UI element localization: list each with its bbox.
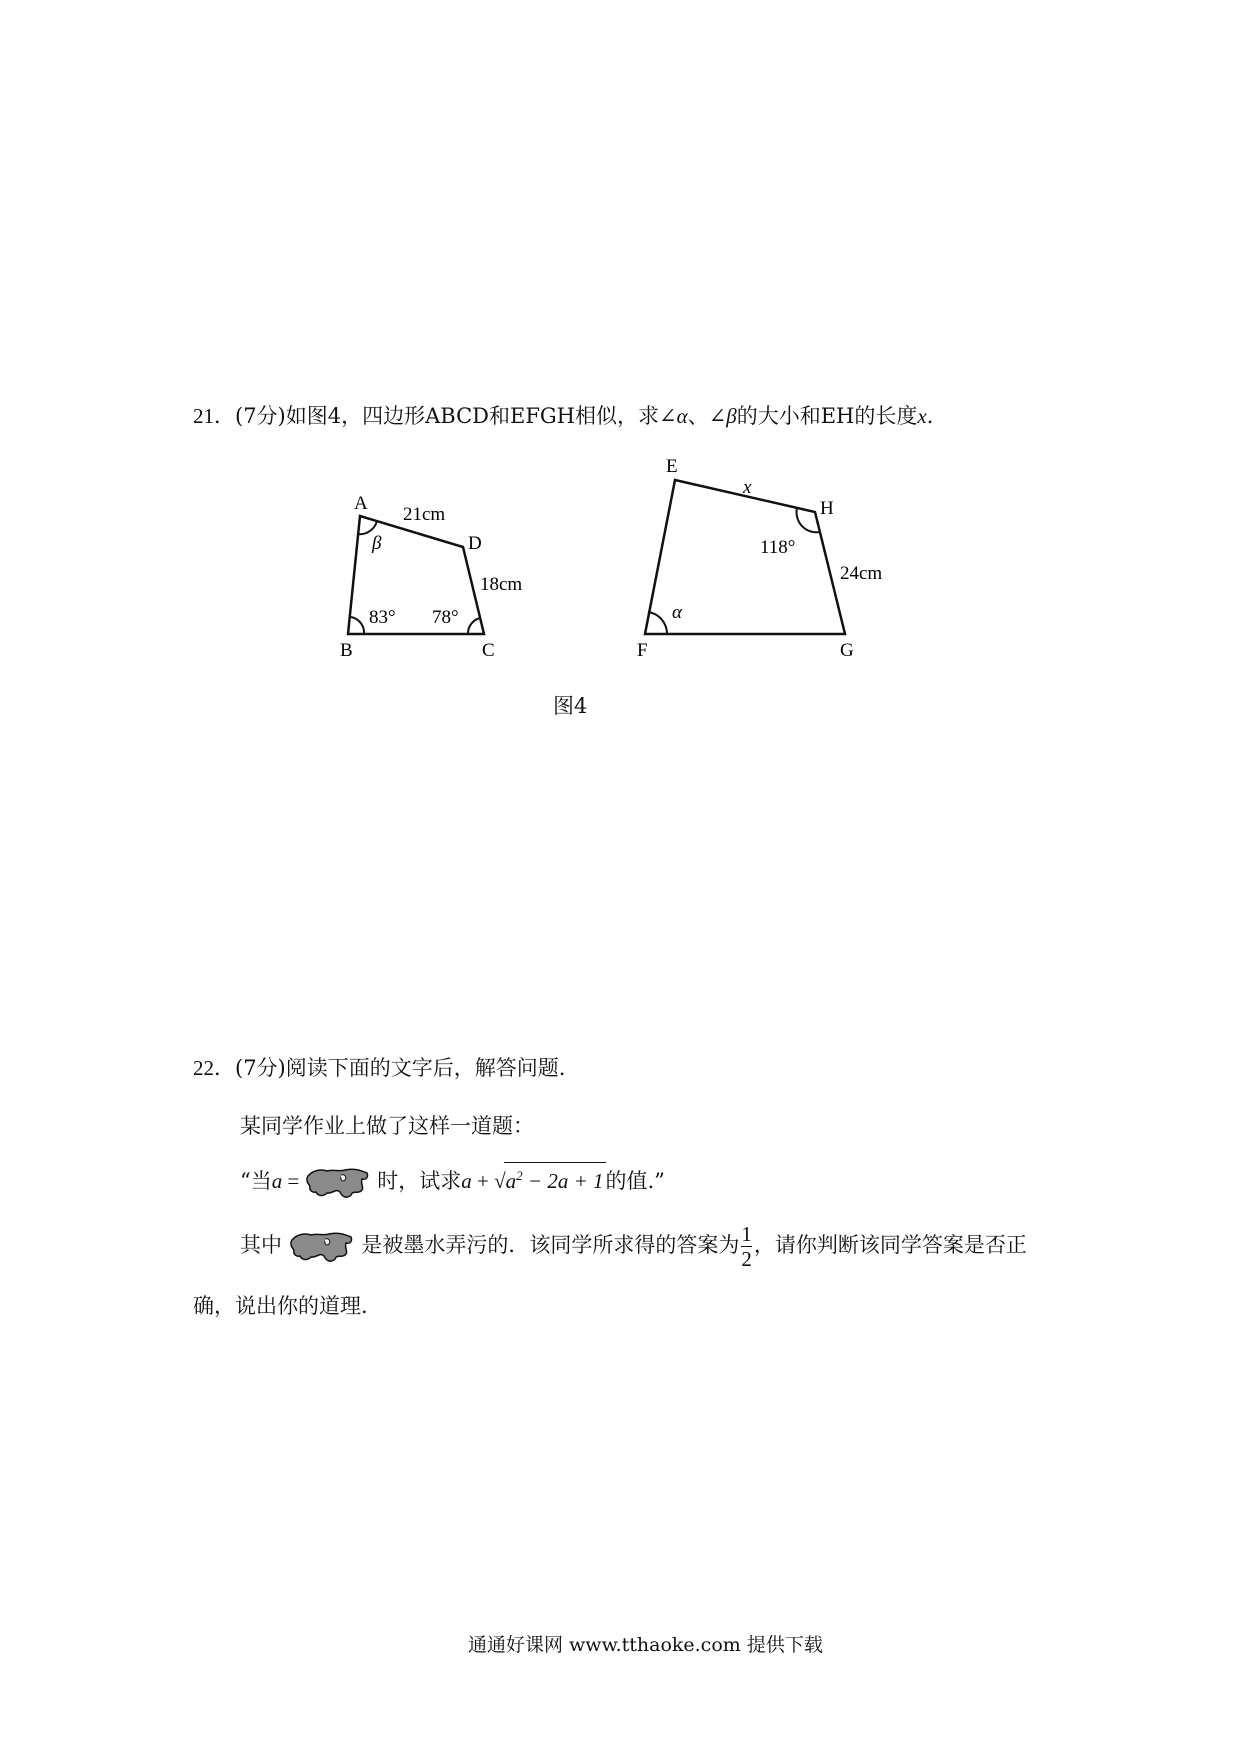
sqrt-rest: − 2a + 1 (522, 1169, 604, 1193)
q22-eq: = (282, 1169, 305, 1193)
side-ad: 21cm (403, 504, 446, 525)
angle-arc-c (468, 618, 480, 634)
angle-arc-b (351, 617, 364, 634)
q21-text (193, 400, 948, 430)
angle-arc-f (648, 612, 667, 634)
q22-line3b: 是被墨水弄污的．该同学所求得的答案为 (361, 1233, 740, 1257)
sqrt-exponent: 2 (516, 1168, 523, 1183)
label-e: E (666, 456, 678, 477)
q22-quote-b: 时，试求 (377, 1169, 462, 1193)
fraction-denominator: 2 (741, 1247, 752, 1271)
q22-line3c: ，请你判断该同学答案是否正 (753, 1233, 1027, 1257)
angle-h-value: 118° (760, 537, 796, 558)
ink-blot-icon (289, 1230, 355, 1264)
angle-b-value: 83° (369, 607, 396, 628)
q22-line2 (240, 1162, 665, 1200)
side-hg: 24cm (840, 563, 883, 584)
label-c: C (482, 640, 495, 661)
q21-text-a: 如图4，四边形ABCD和EFGH相似，求∠ (285, 404, 677, 428)
q22-quote-a: “当 (240, 1169, 272, 1193)
q22-line3 (240, 1222, 1027, 1271)
q21-x: x (917, 404, 927, 428)
q21-text-c: 的大小和EH的长度 (736, 404, 918, 428)
sqrt-expression (504, 1162, 606, 1194)
label-d: D (468, 533, 482, 554)
sqrt-body: a (505, 1169, 517, 1193)
q22-line1: 某同学作业上做了这样一道题： (240, 1114, 534, 1138)
q21-text-b: 、∠ (687, 404, 727, 428)
label-h: H (820, 498, 834, 519)
q22-line3a: 其中 (240, 1233, 282, 1257)
fraction-numerator: 1 (741, 1222, 752, 1246)
q21-alpha: α (676, 404, 688, 428)
label-a: A (354, 493, 368, 514)
q21-number: 21． (193, 404, 235, 428)
side-dc: 18cm (480, 574, 523, 595)
fraction (741, 1222, 752, 1271)
q22-quote-c: 的值.” (605, 1169, 665, 1193)
q22-intro: 阅读下面的文字后，解答问题. (285, 1056, 566, 1080)
label-b: B (340, 640, 353, 661)
q22-number: 22． (193, 1056, 235, 1080)
q22-line4: 确，说出你的道理. (193, 1294, 368, 1318)
angle-a-value: β (372, 533, 382, 554)
q22-var-a: a (271, 1169, 283, 1193)
q22-plus: + (471, 1169, 495, 1193)
angle-f-value: α (672, 602, 682, 623)
q22-expr-a: a (461, 1169, 472, 1193)
figure-4 (300, 450, 920, 680)
ink-blot-icon (305, 1166, 371, 1200)
figure-caption: 图4 (553, 694, 588, 718)
q21-end: ． (926, 404, 948, 428)
q22-header (193, 1052, 565, 1082)
footer: 通通好课网 www.tthaoke.com 提供下载 (468, 1634, 823, 1656)
label-g: G (840, 640, 854, 661)
q21-points: (7分) (235, 404, 286, 428)
label-f: F (637, 640, 648, 661)
sqrt-sign: √ (494, 1169, 506, 1193)
q22-points: (7分) (235, 1056, 286, 1080)
side-eh: x (743, 477, 752, 498)
q21-beta: β (726, 404, 737, 428)
angle-c-value: 78° (432, 607, 459, 628)
